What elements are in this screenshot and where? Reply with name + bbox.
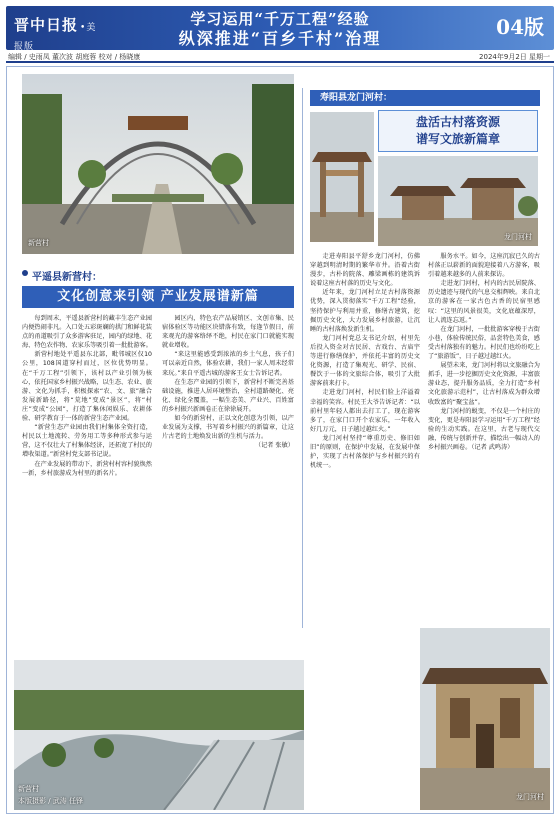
paragraph: 在龙门河村，一批批游客穿梭于古街小巷，体验传统民俗，品尝特色美食，感受古村落独有的魅力。村民们也纷纷吃上了“旅游饭”，日子越过越红火。 [428,325,540,361]
masthead [0,0,560,62]
reporter-byline: （记者 张敏） [254,442,294,450]
xinying-gate-image [22,74,294,254]
xinying-gate-photo [22,74,294,254]
page-headline-line1: 学习运用“千万工程”经验 [190,10,370,28]
newspaper-logo: 晋中日报 •美报版 [14,16,97,52]
paragraph: 走进龙门河村，村内的古民居院落、历史遗迹与现代的气息交相辉映。来自北京的游客在一家古色古香的民宿里感叹：“这里的风景很美，文化底蕴深厚，让人流连忘返。” [428,280,540,324]
paragraph: “来这里能感受到浓浓的乡土气息，孩子们可以亲近自然，体验农耕，我们一家人周末经常来玩。”来自平遥古城的游客王女士告诉记者。 [162,351,294,377]
paragraph: 龙门河村坚持“尊重历史、修旧如旧”的原则，在保护中发展，在发展中保护，实现了古村落保护与乡村振兴的有机统一。 [310,434,420,470]
paragraph: 每到周末，平遥县新营村的藏丰生态产业园内便热闹非凡。入口处五彩斑斓的拱门和鲜花装点的甬道吸引了众多游客驻足，园内的绿地、花海、特色农作物、农家乐等吸引着一批批游客。 [22,315,152,350]
issue-date: 2024年9月2日 星期一 [479,53,550,61]
greenhouse-image [14,660,304,810]
right-headline-line2: 谱写文旅新篇章 [415,132,500,146]
photo-caption: 新营村 [28,239,49,247]
paragraph: 园区内，特色农产品展销区、文创市集、民宿体验区等功能区块错落有致，每逢节假日，前来观光的游客络绎不绝，村民在家门口就能实现就业增收。 [162,315,294,350]
paragraph: 龙门河村的蜕变，不仅是一个村庄的变化，更是寿阳县学习运用“千万工程”经验的生动实践。在这里，古老与现代交融，传统与创新并存，描绘出一幅动人的乡村振兴画卷。（记者 武鸣涛） [428,407,540,451]
page-headline-line2: 纵深推进“百乡千村”治理 [178,29,382,48]
paragraph: 新营村地处平遥县东北部，毗邻城区仅10公里，108国道穿村而过，区位优势明显。在“千万工程”引领下，该村以产业引领为核心，依托国家乡村振兴战略，以生态、农业、旅游、文化为抓手，积极探索“农、文、旅”融合发展新路径，将“荒地”变成“景区”，将“村庄”变成“公园”，打造了集休闲娱乐、农耕体验、研学教育于一体的新营生态产业园。 [22,351,152,423]
photo-caption: 龙门河村 [504,233,532,241]
right-article-headline [378,114,538,148]
photo-credit: 本版摄影 / 武涛 任锋 [18,797,84,805]
section-bullet-icon [22,270,28,276]
photo-caption: 新营村 [18,785,39,793]
masthead-rule [6,61,554,63]
paragraph: 如今的新营村，正以文化创意为引领，以产业发展为支撑，书写着乡村振兴的新篇章，让这片古老的土地焕发出新的生机与活力。 [162,415,294,441]
paragraph: 走进寿阳县平舒乡龙门河村，仿佛穿越到明清时期的繁华市井。沿着古街漫步，古朴的院落、雕梁画栋的建筑诉说着这座古村落的历史与文化。 [310,253,420,288]
paragraph: “新营生态产业园由我们村集体全资打造，村民以土地流转、劳务用工等多种形式参与运营，这不仅壮大了村集体经济，还拓宽了村民的增收渠道。”新营村党支部书记说。 [22,424,152,459]
right-section-title: 寿阳县龙门河村： [310,90,540,106]
right-headline-line1: 盘活古村落资源 [415,115,500,129]
longmenhe-archway-photo [310,112,374,242]
left-article-col1 [22,314,152,654]
xinying-greenhouse-photo [14,660,304,810]
left-section-title: 平遥县新营村： [32,272,102,283]
paragraph: 在产业发展的带动下，新营村村容村貌焕然一新，乡村旅游成为村里的新名片。 [22,460,152,477]
left-article-headline: 文化创意来引领 产业发展谱新篇 [22,286,294,308]
archway-image [310,112,374,242]
longmenhe-pavilion-photo [378,156,538,246]
paragraph: 服务水平。如今，这座沉寂已久的古村落正以崭新的面貌迎接着八方游客，吸引着越来越多的人前来探访。 [428,253,540,279]
paragraph: 在生态产业园的引领下，新营村不断完善基础设施，推进人居环境整治，全村道路硬化、亮化、绿化全覆盖，一幅生态美、产业兴、百姓富的乡村振兴新画卷正在徐徐展开。 [162,378,294,413]
page-headline [150,9,410,49]
right-article-col1 [310,252,420,624]
paragraph: 展望未来，龙门河村将以文旅融合为抓手，进一步挖掘历史文化资源，丰富旅游业态，提升服务品质，全力打造“乡村文化旅游示范村”，让古村落成为群众增收致富的“聚宝盆”。 [428,362,540,406]
column-divider [302,88,303,628]
page-number: 04版 [496,15,544,39]
right-article-col2 [428,252,540,624]
editor-credits: 编辑 / 史雨凤 董次波 胡庭蓉 校对 / 杨晓康 [8,53,141,61]
photo-caption: 龙门河村 [516,793,544,801]
paragraph: 近年来，龙门河村立足古村落资源优势，深入贯彻落实“千万工程”经验，坚持保护与利用并重，修缮古建筑，挖掘历史文化，大力发展乡村旅游，让沉睡的古村落焕发新生机。 [310,289,420,333]
paragraph: 龙门河村党总支书记介绍，村里先后投入资金对古民居、古戏台、古庙宇等进行修缮保护，并依托丰富的历史文化资源，打造了集观光、研学、民宿、餐饮于一体的文旅综合体，吸引了大批游客前来打卡。 [310,334,420,388]
longmenhe-temple-photo [420,628,550,810]
paragraph: 走进龙门河村，村民们脸上洋溢着幸福的笑容。村民王大爷告诉记者：“以前村里年轻人都出去打工了，现在游客多了，在家门口开个农家乐，一年收入好几万元，日子越过越红火。” [310,389,420,433]
left-article-col2 [162,314,294,654]
temple-image [420,628,550,810]
